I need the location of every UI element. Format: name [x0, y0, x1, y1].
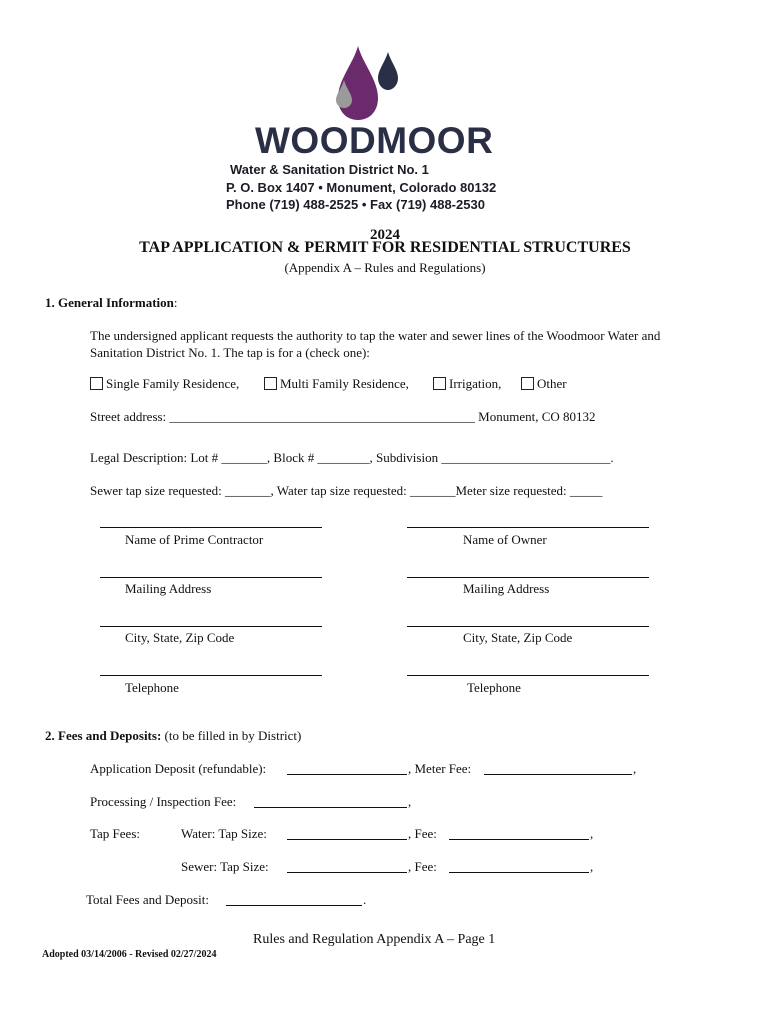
- form-year: 2024: [370, 227, 400, 243]
- logo-wordmark: WOODMOOR: [255, 120, 494, 161]
- option-multi-family[interactable]: Multi Family Residence,: [264, 376, 409, 392]
- contractor-mailing-line[interactable]: [100, 577, 322, 578]
- water-tap-size-label: Water: Tap Size:: [181, 826, 267, 841]
- navy-drop: [378, 52, 398, 90]
- owner-mailing-line[interactable]: [407, 577, 649, 578]
- sewer-fee-line[interactable]: [449, 872, 589, 873]
- logo-address: P. O. Box 1407 • Monument, Colorado 80132: [226, 180, 497, 195]
- owner-mailing-label: Mailing Address: [463, 581, 550, 596]
- contractor-name-label: Name of Prime Contractor: [125, 532, 264, 547]
- page-footer: Rules and Regulation Appendix A – Page 1: [253, 932, 496, 947]
- contractor-phone-line[interactable]: [100, 675, 322, 676]
- street-address-field[interactable]: Street address: _______________________________________________ Monument, CO 80132: [90, 409, 596, 424]
- sewer-fee-comma: ,: [590, 859, 594, 874]
- other-checkbox[interactable]: [521, 377, 534, 390]
- total-fees-line[interactable]: [226, 905, 362, 906]
- option-irrigation[interactable]: Irrigation,: [433, 376, 501, 392]
- meter-fee-label: , Meter Fee:: [408, 761, 472, 776]
- application-deposit-label: Application Deposit (refundable):: [90, 761, 267, 776]
- form-title: TAP APPLICATION & PERMIT FOR RESIDENTIAL STRUCTURES: [139, 239, 631, 256]
- owner-phone-line[interactable]: [407, 675, 649, 676]
- section1-intro: The undersigned applicant requests the authority to tap the water and sewer lines of the Woodmoor Water and Sanitation District No. 1. The tap is for a (check one):: [90, 328, 661, 360]
- owner-city-line[interactable]: [407, 626, 649, 627]
- contractor-city-line[interactable]: [100, 626, 322, 627]
- meter-fee-comma: ,: [633, 761, 637, 776]
- legal-description-field[interactable]: Legal Description: Lot # _______, Block # ________, Subdivision __________________________.: [90, 450, 614, 465]
- total-fees-label: Total Fees and Deposit:: [86, 892, 209, 907]
- contractor-phone-label: Telephone: [125, 680, 179, 695]
- meter-fee-line[interactable]: [484, 774, 632, 775]
- total-fees-period: .: [363, 892, 367, 907]
- sewer-fee-label: , Fee:: [408, 859, 437, 874]
- processing-fee-label: Processing / Inspection Fee:: [90, 794, 237, 809]
- water-fee-line[interactable]: [449, 839, 589, 840]
- irrigation-checkbox[interactable]: [433, 377, 446, 390]
- contractor-mailing-label: Mailing Address: [125, 581, 212, 596]
- processing-fee-line[interactable]: [254, 807, 407, 808]
- section1-heading: 1. General Information:: [45, 295, 178, 310]
- owner-name-label: Name of Owner: [463, 532, 547, 547]
- multi-family-checkbox[interactable]: [264, 377, 277, 390]
- application-deposit-line[interactable]: [287, 774, 407, 775]
- revision-note: Adopted 03/14/2006 - Revised 02/27/2024: [42, 949, 217, 960]
- tap-size-fields[interactable]: Sewer tap size requested: _______, Water tap size requested: _______Meter size requested: _____: [90, 483, 603, 498]
- single-family-checkbox[interactable]: [90, 377, 103, 390]
- sewer-tap-size-label: Sewer: Tap Size:: [181, 859, 269, 874]
- option-other[interactable]: Other: [521, 376, 567, 392]
- owner-city-label: City, State, Zip Code: [463, 630, 573, 645]
- owner-name-line[interactable]: [407, 527, 649, 528]
- form-subtitle: (Appendix A – Rules and Regulations): [284, 260, 486, 275]
- contractor-name-line[interactable]: [100, 527, 322, 528]
- water-fee-label: , Fee:: [408, 826, 437, 841]
- logo-subtitle: Water & Sanitation District No. 1: [230, 162, 429, 177]
- processing-fee-comma: ,: [408, 794, 412, 809]
- sewer-tap-size-line[interactable]: [287, 872, 407, 873]
- owner-phone-label: Telephone: [467, 680, 521, 695]
- tap-fees-label: Tap Fees:: [90, 826, 140, 841]
- water-fee-comma: ,: [590, 826, 594, 841]
- contractor-city-label: City, State, Zip Code: [125, 630, 235, 645]
- logo-phone: Phone (719) 488-2525 • Fax (719) 488-2530: [226, 197, 485, 212]
- water-tap-size-line[interactable]: [287, 839, 407, 840]
- option-single-family[interactable]: Single Family Residence,: [90, 376, 239, 392]
- section2-heading: 2. Fees and Deposits: (to be filled in by District): [45, 728, 302, 743]
